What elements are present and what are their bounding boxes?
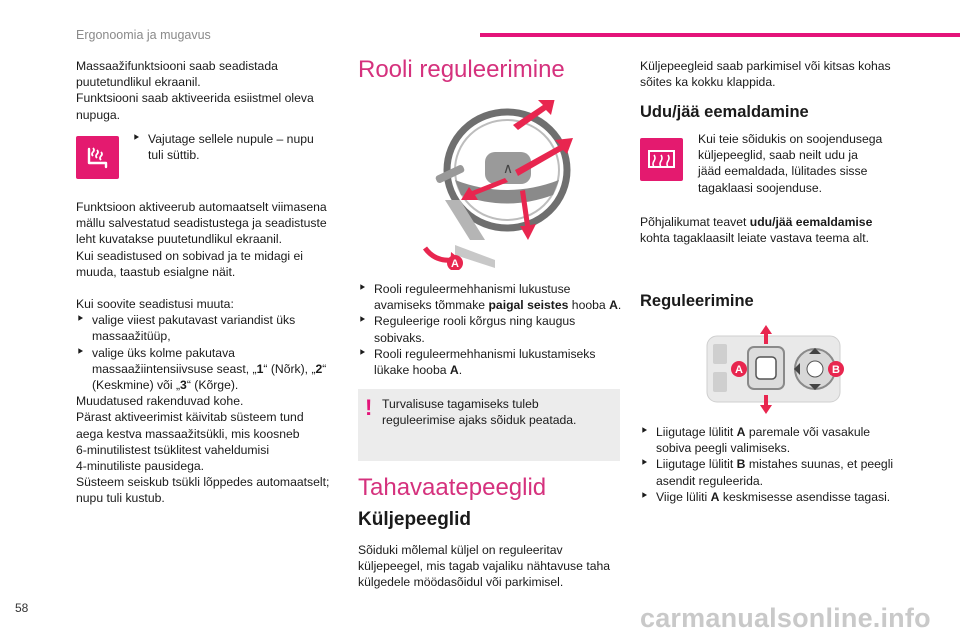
defrost-more-info (640, 214, 915, 246)
warning-icon: ! (365, 395, 373, 420)
bullet-line: massaažitüüp, (92, 329, 171, 344)
para-line: Põhjalikumat teavet udu/jää eemaldamise (640, 215, 873, 229)
warning-line: Turvalisuse tagamiseks tuleb (382, 397, 539, 411)
bullet-line: sobiva peegli valimiseks. (656, 441, 791, 456)
intro-line: Massaažifunktsiooni saab seadistada (76, 59, 278, 73)
left-para-2 (76, 199, 341, 280)
warning-box (358, 389, 620, 461)
para-line: sõites ka kokku klappida. (640, 75, 776, 90)
para-line: küljepeeglid, saab neilt udu ja (698, 148, 858, 163)
page-number: 58 (15, 601, 29, 615)
bullet-marker-icon: ⯈ (640, 490, 648, 502)
side-mirrors-para (358, 542, 623, 591)
para-line: nupu tuli kustub. (76, 491, 165, 506)
para-line: aega kestva massaažitsükli, mis koosneb (76, 426, 300, 441)
bullet-line: valige viiest pakutavast variandist üks (92, 313, 296, 328)
bullet-line: avamiseks tõmmake paigal seistes hooba A. (374, 298, 622, 313)
para-line: kohta tagaklaasilt leiate vastava teema alt. (640, 231, 869, 246)
bullet-marker-icon: ⯈ (358, 315, 366, 327)
bullet-line: (Keskmine) või „3“ (Kõrge). (92, 378, 239, 393)
left-para-3 (76, 296, 341, 507)
para-line: Funktsioon aktiveerub automaatselt viimasena (76, 200, 327, 214)
intro-line: Funktsiooni saab aktiveerida esiistmel oleva (76, 91, 314, 106)
bullet-marker-icon: ⯈ (640, 426, 648, 437)
para-line: Süsteem seiskub tsükli lõppedes automaatselt; (76, 475, 330, 490)
bullet-marker-icon: ⯈ (640, 458, 648, 470)
mirror-control-illustration (705, 322, 845, 417)
right-intro (640, 58, 910, 90)
bullet-line: Rooli reguleermehhanismi lukustamiseks (374, 346, 596, 361)
para-line: 4-minutiliste pausidega. (76, 459, 205, 474)
bullet-line: asendit reguleerida. (656, 473, 764, 488)
icon-bullet (132, 131, 332, 163)
para-line: jääd eemaldada, lülitades sisse (698, 164, 868, 179)
bullet-line: massaažiintensiivsuse seast, „1“ (Nõrk), „2“ (92, 361, 327, 376)
label-b: B (832, 364, 840, 376)
intro-line: nupuga. (76, 107, 121, 122)
para-line: muuda, taastub esialgne näit. (76, 264, 236, 279)
seat-massage-button-icon (76, 136, 119, 179)
intro-line: puutetundlikul ekraanil. (76, 75, 201, 90)
label-a: A (451, 258, 459, 270)
para-line: Kui teie sõidukis on soojendusega (698, 132, 883, 146)
para-line: külgedele möödasõidul või parkimisel. (358, 575, 564, 590)
para-line: Kui seadistused on sobivad ja te midagi ei (76, 248, 303, 263)
bullet-marker-icon: ⯈ (76, 314, 84, 326)
para-line: Küljepeegleid saab parkimisel või kitsas kohas (640, 59, 891, 73)
adjustment-heading: Reguleerimine (640, 292, 754, 310)
svg-text:∧: ∧ (502, 161, 514, 177)
icon-bullet-line: tuli süttib. (148, 148, 200, 163)
bullet-marker-icon: ⯈ (132, 133, 140, 144)
mirrors-title: Tahavaatepeeglid (358, 474, 547, 501)
para-line: mällu salvestatud seadistustega ja seadistuste (76, 216, 327, 231)
warning-line: reguleerimise ajaks sõiduk peatada. (382, 413, 577, 428)
para-line: 6-minutilistest tsüklitest vaheldumisi (76, 442, 270, 457)
steering-title: Rooli reguleerimine (358, 56, 565, 83)
left-column (76, 58, 341, 123)
bullet-marker-icon: ⯈ (358, 347, 366, 359)
adjustment-bullets (640, 424, 915, 505)
bullet-line: sobivaks. (374, 330, 425, 345)
para-line: Kui soovite seadistusi muuta: (76, 297, 234, 311)
para-line: Sõiduki mõlemal küljel on reguleeritav (358, 543, 563, 557)
defrost-text (698, 131, 913, 196)
bullet-line: valige üks kolme pakutava (92, 345, 235, 360)
header-bar (480, 33, 960, 37)
para-line: küljepeegel, mis tagab vajaliku nähtavuse taha (358, 559, 611, 574)
para-line: Pärast aktiveerimist käivitab süsteem tund (76, 410, 304, 425)
para-line: tagaklaasi soojenduse. (698, 180, 822, 195)
bullet-line: Rooli reguleermehhanismi lukustuse (374, 282, 571, 296)
defrost-heading: Udu/jää eemaldamine (640, 103, 809, 121)
bullet-line: Viige lüliti A keskmisesse asendisse tagasi. (656, 489, 891, 504)
bullet-line: lükake hooba A. (374, 363, 463, 378)
bullet-line: Liigutage lülitit B mistahes suunas, et peegli (656, 457, 894, 472)
rear-defrost-icon (640, 138, 683, 181)
side-mirrors-subtitle: Küljepeeglid (358, 509, 471, 530)
bullet-marker-icon: ⯈ (76, 346, 84, 358)
bullet-line: Liigutage lülitit A paremale või vasakule (656, 425, 871, 439)
bullet-line: Reguleerige rooli kõrgus ning kaugus (374, 314, 576, 329)
steering-wheel-illustration (415, 100, 590, 270)
bullet-marker-icon: ⯈ (358, 283, 366, 294)
label-a: A (735, 364, 743, 376)
para-line: Muudatused rakenduvad kohe. (76, 394, 244, 409)
header-title: Ergonoomia ja mugavus (76, 28, 211, 42)
watermark: carmanualsonline.info (640, 603, 931, 633)
icon-bullet-line: Vajutage sellele nupule – nupu (148, 132, 314, 146)
para-line: leht kuvatakse puutetundlikul ekraanil. (76, 232, 282, 247)
steering-bullets (358, 281, 623, 378)
